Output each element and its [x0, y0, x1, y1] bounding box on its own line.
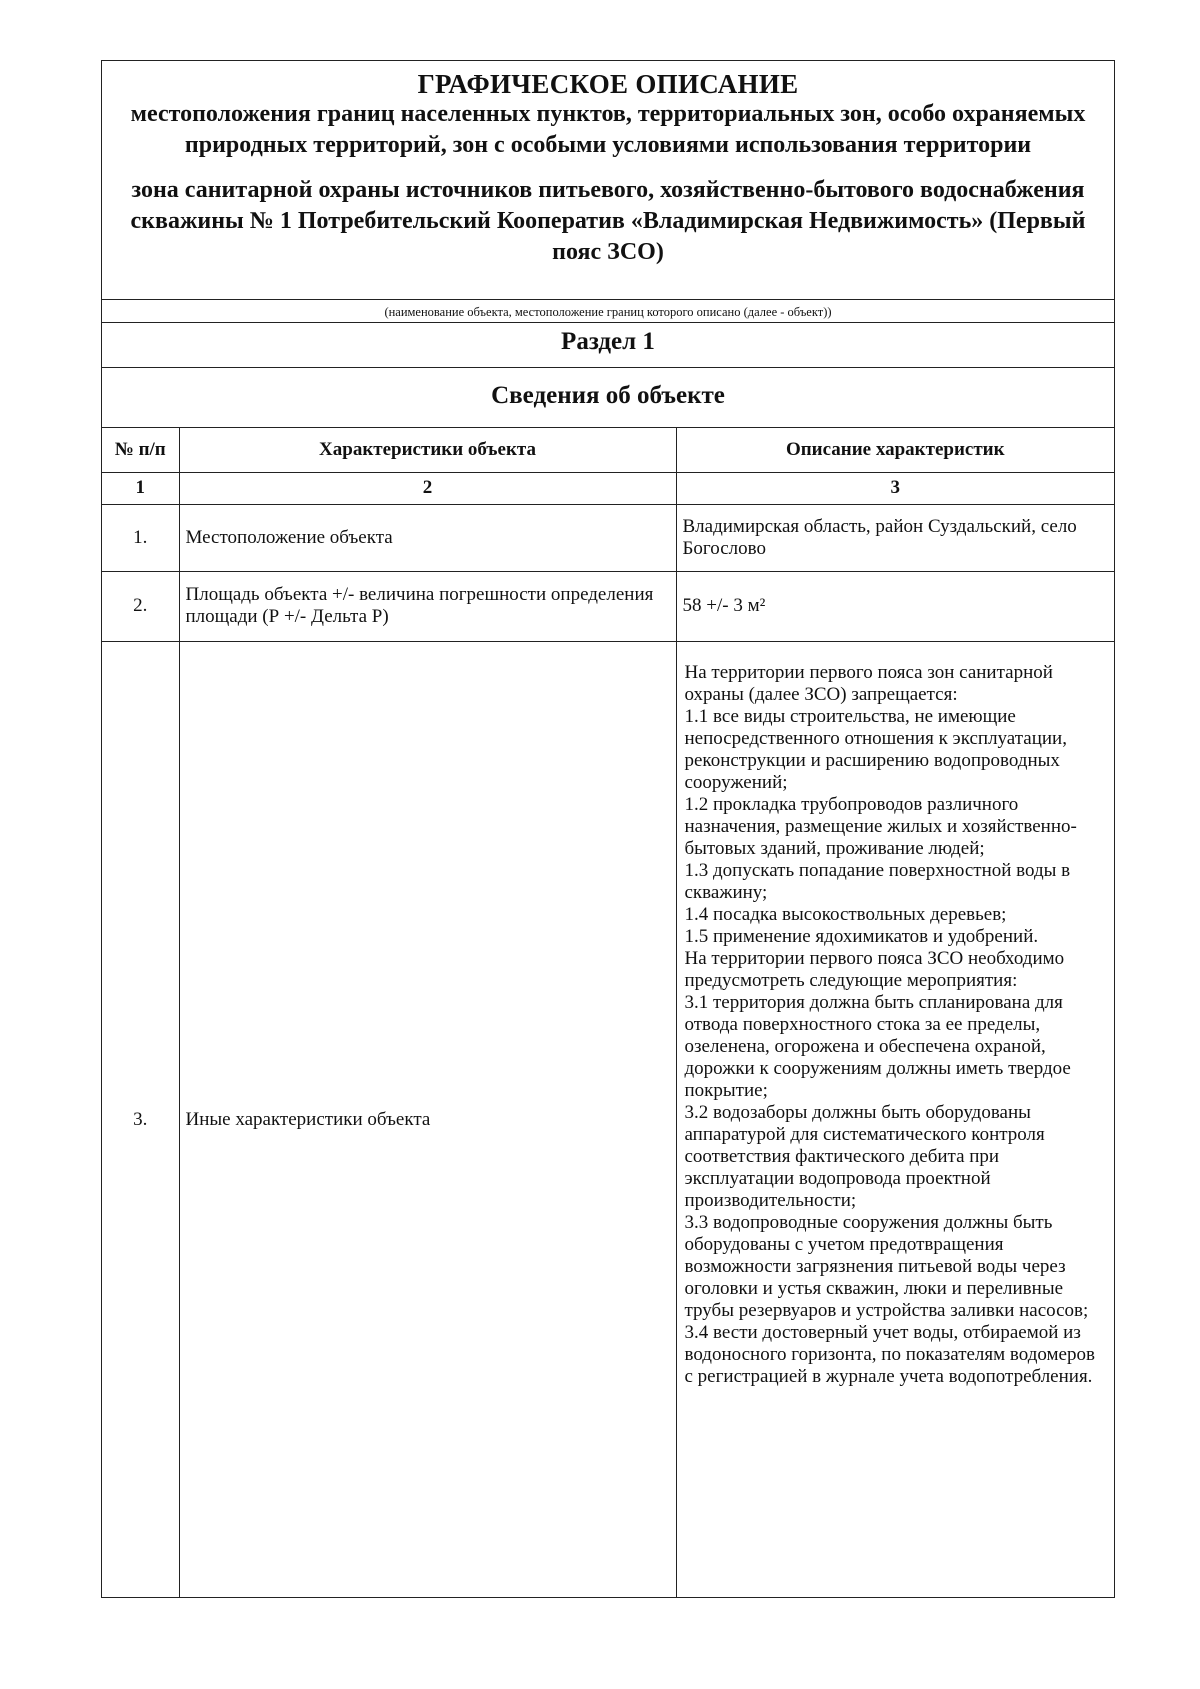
description-line: 1.5 применение ядохимикатов и удобрений.	[684, 925, 1039, 947]
row-description: Владимирская область, район Суздальский, село Богослово	[676, 504, 1114, 571]
row-number: 3.	[102, 641, 179, 1598]
column-header: Характеристики объекта	[179, 428, 676, 472]
row-number: 1.	[102, 504, 179, 571]
row-characteristic: Местоположение объекта	[179, 504, 676, 571]
object-name: зона санитарной охраны источников питьевого, хозяйственно-бытового водоснабжения скважины № 1 Потребительский Кооператив «Владимирская Недвижимость» (Первый пояс ЗСО)	[130, 177, 1086, 265]
document-subtitle: местоположения границ населенных пунктов, территориальных зон, особо охраняемых природных территорий, зон с особыми условиями использования территории	[130, 101, 1086, 158]
description-line: На территории первого пояса ЗСО необходимо предусмотреть следующие мероприятия:	[684, 947, 1065, 991]
column-number: 1	[102, 472, 179, 504]
description-line: 1.1 все виды строительства, не имеющие непосредственного отношения к эксплуатации, реконструкции и расширению водопроводных сооружений;	[684, 705, 1067, 793]
column-number: 3	[676, 472, 1114, 504]
description-line: 3.4 вести достоверный учет воды, отбираемой из водоносного горизонта, по показателям водомеров с регистрацией в журнале учета водопотребления.	[684, 1321, 1095, 1387]
description-line: На территории первого пояса зон санитарной охраны (далее ЗСО) запрещается:	[684, 661, 1053, 705]
column-number: 2	[179, 472, 676, 504]
description-line: 3.2 водозаборы должны быть оборудованы аппаратурой для систематического контроля соответствия фактического дебита при эксплуатации водопровода проектной производительности;	[684, 1101, 1045, 1211]
description-line: 3.3 водопроводные сооружения должны быть оборудованы с учетом предотвращения возможности загрязнения питьевой воды через оголовки и устья скважин, люки и переливные трубы резервуаров и устройства заливки насосов;	[684, 1211, 1089, 1321]
table-header-row	[102, 428, 1114, 472]
table-row	[102, 641, 1114, 1598]
description-line: 3.1 территория должна быть спланирована для отвода поверхностного стока за ее пределы, озеленена, огорожена и обеспечена охраной, дорожки к сооружениям должны иметь твердое покрытие;	[684, 991, 1071, 1101]
row-description: 58 +/- 3 м²	[676, 571, 1114, 641]
document-title: ГРАФИЧЕСКОЕ ОПИСАНИЕ	[417, 69, 799, 99]
row-characteristic: Иные характеристики объекта	[179, 641, 676, 1598]
table-row	[102, 504, 1114, 571]
description-line: 1.3 допускать попадание поверхностной воды в скважину;	[684, 859, 1071, 903]
row-description-list	[676, 641, 1114, 1598]
description-line: 1.2 прокладка трубопроводов различного назначения, размещение жилых и хозяйственно-бытовых зданий, проживание людей;	[684, 793, 1077, 859]
object-info-table	[102, 428, 1114, 1598]
description-line: 1.4 посадка высокоствольных деревьев;	[684, 903, 1007, 925]
section-title: Раздел 1	[561, 328, 655, 355]
column-header: № п/п	[102, 428, 179, 472]
table-row	[102, 571, 1114, 641]
object-caption: (наименование объекта, местоположение границ которого описано (далее - объект))	[384, 305, 832, 319]
column-number-row	[102, 472, 1114, 504]
document-sheet	[101, 60, 1115, 1598]
row-number: 2.	[102, 571, 179, 641]
column-header: Описание характеристик	[676, 428, 1114, 472]
document-header	[102, 61, 1114, 311]
row-characteristic: Площадь объекта +/- величина погрешности определения площади (Р +/- Дельта Р)	[179, 571, 676, 641]
section-subtitle: Сведения об объекте	[491, 382, 725, 409]
divider	[102, 299, 1114, 300]
